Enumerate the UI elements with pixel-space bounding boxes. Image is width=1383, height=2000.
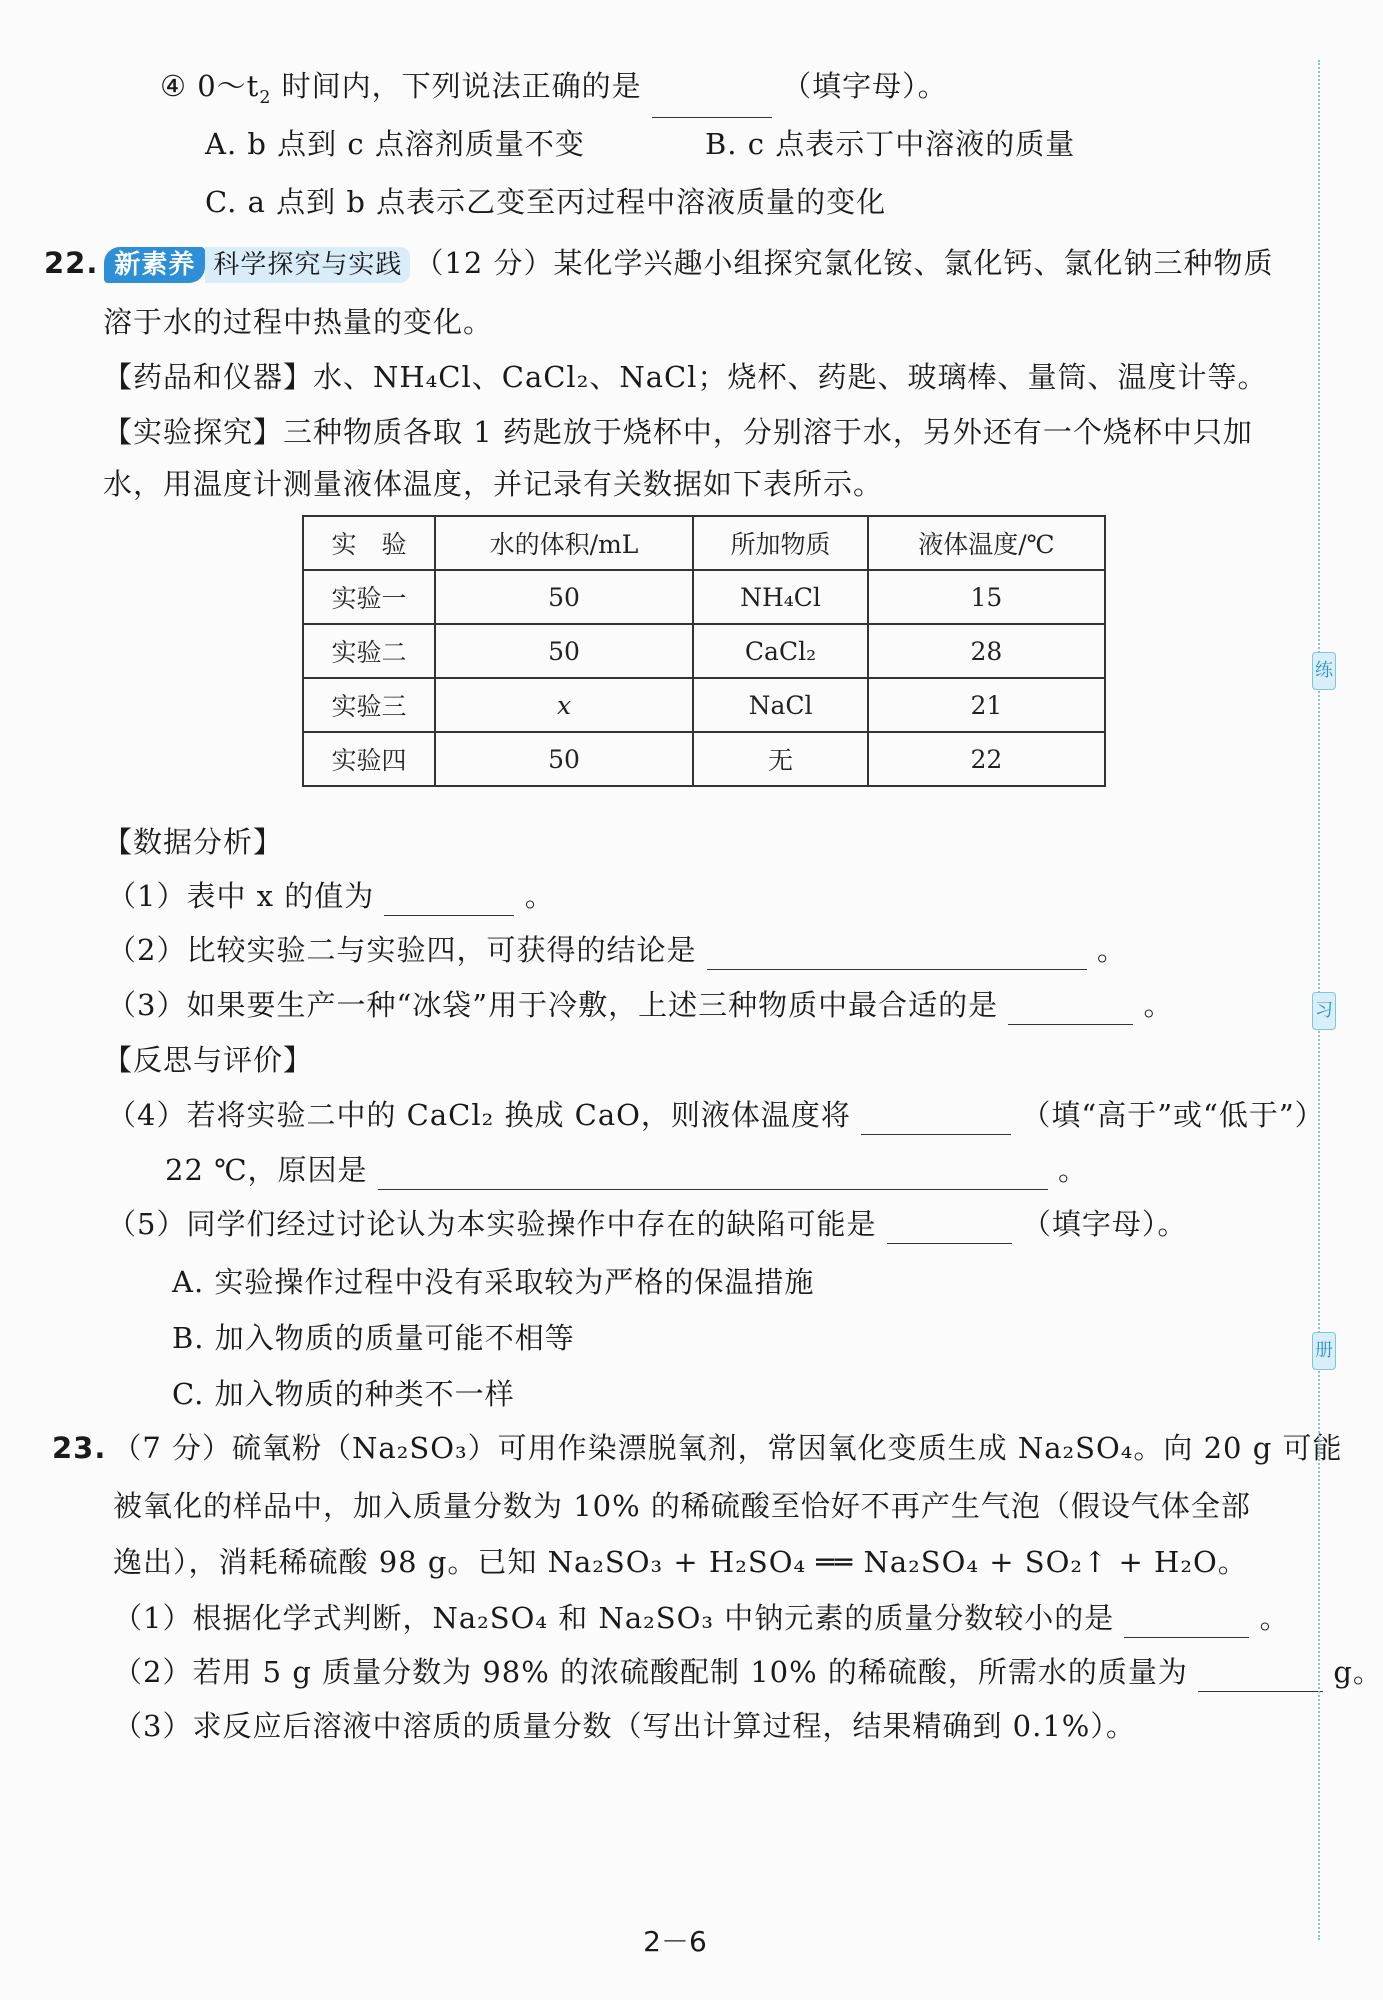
table-row: [303, 732, 1105, 786]
table-cell: 实验三: [303, 678, 435, 732]
table-cell: NH₄Cl: [693, 570, 868, 624]
table-cell: 实验四: [303, 732, 435, 786]
table-cell: CaCl₂: [693, 624, 868, 678]
table-cell: NaCl: [693, 678, 868, 732]
q22-explore-2: 水，用温度计测量液体温度，并记录有关数据如下表所示。: [103, 467, 884, 501]
q21-option-a: A. b 点到 c 点溶剂质量不变: [205, 127, 585, 161]
q22-p1: [107, 876, 555, 916]
badge-subtitle: 科学探究与实践: [205, 247, 410, 283]
table-cell: 实验二: [303, 624, 435, 678]
table-cell: 无: [693, 732, 868, 786]
q21-option-b: B. c 点表示丁中溶液的质量: [705, 127, 1076, 161]
table-header: 液体温度/℃: [868, 516, 1105, 570]
q22-p4b-end: 。: [1058, 1153, 1089, 1187]
answer-blank[interactable]: [1198, 1661, 1323, 1692]
q23-p2: [113, 1652, 1383, 1692]
q22-p5-option-c: C. 加入物质的种类不一样: [172, 1377, 515, 1411]
new-literacy-badge: 新素养: [104, 247, 205, 283]
q22-p2: [107, 930, 1127, 970]
q23-p1: [113, 1598, 1290, 1638]
q21-item4-text: 时间内，下列说法正确的是: [281, 69, 642, 103]
experiment-table: [302, 515, 1106, 787]
q22-p3: [107, 985, 1174, 1025]
q22-materials: 【药品和仪器】水、NH₄Cl、CaCl₂、NaCl；烧杯、药匙、玻璃棒、量筒、温度计等。: [103, 360, 1268, 394]
answer-blank[interactable]: [378, 1159, 1048, 1190]
answer-blank[interactable]: [887, 1213, 1012, 1244]
q22-p4a-text: （4）若将实验二中的 CaCl₂ 换成 CaO，则液体温度将: [107, 1098, 851, 1132]
answer-blank[interactable]: [1008, 994, 1133, 1025]
table-header: 实 验: [303, 516, 435, 570]
table-cell: 21: [868, 678, 1105, 732]
table-cell: x: [435, 678, 693, 732]
table-header: 水的体积/mL: [435, 516, 693, 570]
q21-item4-prefix: ④ 0～t: [160, 69, 260, 103]
table-cell: 22: [868, 732, 1105, 786]
q23-p1-text: （1）根据化学式判断，Na₂SO₄ 和 Na₂SO₃ 中钠元素的质量分数较小的是: [113, 1601, 1115, 1635]
answer-blank[interactable]: [384, 885, 514, 916]
q22-p4a: [107, 1095, 1325, 1135]
table-row: [303, 678, 1105, 732]
q22-p5: [107, 1204, 1187, 1244]
q22-intro-1: （12 分）某化学兴趣小组探究氯化铵、氯化钙、氯化钠三种物质: [414, 246, 1274, 280]
reflect-title: 【反思与评价】: [103, 1043, 314, 1077]
q22-p4b: [165, 1150, 1088, 1190]
answer-blank[interactable]: [707, 939, 1087, 970]
answer-blank[interactable]: [1124, 1607, 1249, 1638]
q22-p5-option-b: B. 加入物质的质量可能不相等: [172, 1321, 575, 1355]
q21-item4: [160, 66, 948, 118]
q23-line-2: 被氧化的样品中，加入质量分数为 10% 的稀硫酸至恰好不再产生气泡（假设气体全部: [113, 1489, 1251, 1523]
question-number: 23.: [52, 1431, 107, 1465]
table-cell: 50: [435, 624, 693, 678]
q22-p5-option-a: A. 实验操作过程中没有采取较为严格的保温措施: [172, 1265, 815, 1299]
q21-option-c: C. a 点到 b 点表示乙变至丙过程中溶液质量的变化: [205, 185, 887, 219]
q22-p5-end: （填字母）。: [1021, 1207, 1188, 1241]
page-number: 2－6: [643, 1925, 707, 1958]
answer-blank[interactable]: [861, 1104, 1011, 1135]
table-cell: 28: [868, 624, 1105, 678]
table-header: 所加物质: [693, 516, 868, 570]
q22-p2-end: 。: [1096, 933, 1127, 967]
q22-p4b-text: 22 ℃，原因是: [165, 1153, 368, 1187]
table-cell: 15: [868, 570, 1105, 624]
q23-line-1: [52, 1428, 1343, 1468]
table-cell: 50: [435, 732, 693, 786]
table-header-row: [303, 516, 1105, 570]
analysis-title: 【数据分析】: [103, 825, 284, 859]
q22-heading: [44, 243, 1274, 283]
q22-p4a-end: （填“高于”或“低于”）: [1021, 1098, 1325, 1132]
table-row: [303, 624, 1105, 678]
q22-p3-text: （3）如果要生产一种“冰袋”用于冷敷，上述三种物质中最合适的是: [107, 988, 999, 1022]
q22-p1-end: 。: [524, 879, 555, 913]
q22-p2-text: （2）比较实验二与实验四，可获得的结论是: [107, 933, 697, 967]
q23-line-1-text: （7 分）硫氧粉（Na₂SO₃）可用作染漂脱氧剂，常因氧化变质生成 Na₂SO₄。向 20 g 可能: [112, 1431, 1343, 1465]
side-tab: 习: [1312, 992, 1336, 1030]
q22-p1-text: （1）表中 x 的值为: [107, 879, 375, 913]
table-cell: 50: [435, 570, 693, 624]
q23-line-3: 逸出），消耗稀硫酸 98 g。已知 Na₂SO₃ + H₂SO₄ ══ Na₂SO₄ + SO₂↑ + H₂O。: [113, 1545, 1248, 1579]
side-tab: 册: [1312, 1332, 1336, 1370]
side-tab: 练: [1312, 652, 1336, 690]
q22-explore-1: 【实验探究】三种物质各取 1 药匙放于烧杯中，分别溶于水，另外还有一个烧杯中只加: [103, 415, 1253, 449]
q23-p1-end: 。: [1259, 1601, 1290, 1635]
q22-intro-2: 溶于水的过程中热量的变化。: [103, 305, 494, 339]
q23-p3: （3）求反应后溶液中溶质的质量分数（写出计算过程，结果精确到 0.1%）。: [113, 1709, 1136, 1743]
q23-p2-text: （2）若用 5 g 质量分数为 98% 的浓硫酸配制 10% 的稀硫酸，所需水的质量为: [113, 1655, 1188, 1689]
table-cell: 实验一: [303, 570, 435, 624]
q23-p2-end: g。: [1333, 1655, 1383, 1689]
q21-item4-sub: 2: [259, 87, 272, 108]
q22-p3-end: 。: [1143, 988, 1174, 1022]
q22-p5-text: （5）同学们经过讨论认为本实验操作中存在的缺陷可能是: [107, 1207, 877, 1241]
q21-item4-end: （填字母）。: [782, 69, 948, 103]
table-row: [303, 570, 1105, 624]
question-number: 22.: [44, 246, 99, 280]
answer-blank[interactable]: [652, 87, 772, 118]
